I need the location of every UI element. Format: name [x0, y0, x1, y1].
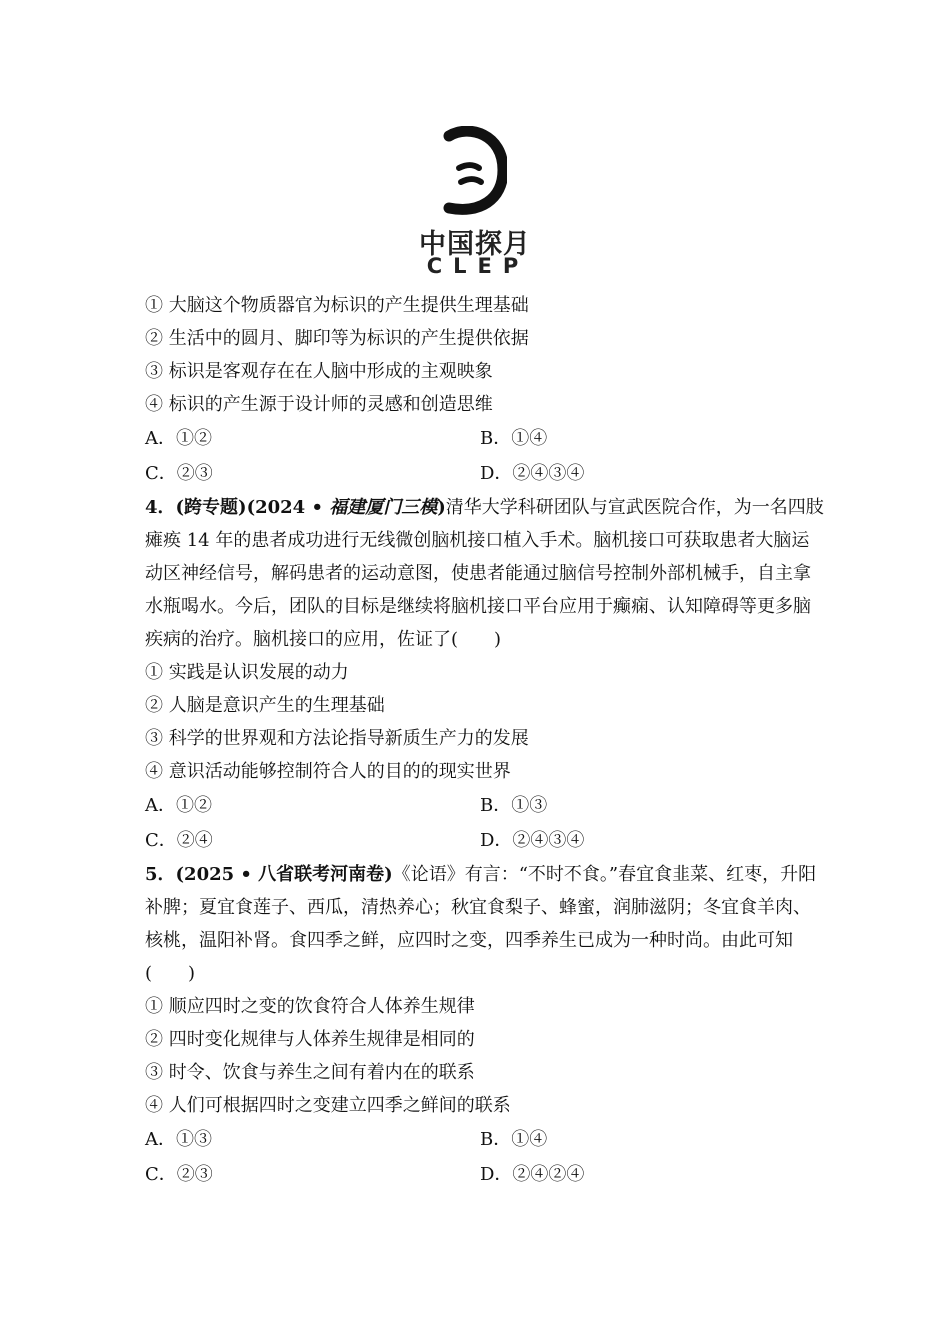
q3-statement-3: ③ 标识是客观存在在人脑中形成的主观映象	[145, 361, 493, 382]
q3-option-a: A．①②	[145, 428, 212, 449]
clep-logo	[405, 126, 545, 281]
q5-statement-1: ① 顺应四时之变的饮食符合人体养生规律	[145, 996, 475, 1017]
q5-options-row-2	[145, 1157, 825, 1192]
clep-moon-logo-icon	[443, 126, 507, 218]
q5-number: 5．	[145, 864, 176, 885]
q4-source-close: )	[437, 497, 446, 518]
q3-statement-1: ① 大脑这个物质器官为标识的产生提供生理基础	[145, 295, 529, 316]
q3-option-b: B．①④	[480, 428, 548, 449]
q5-option-d: D．②④②④	[480, 1164, 585, 1185]
q5-option-c: C．②③	[145, 1164, 213, 1185]
q3-statement-2: ② 生活中的圆月、脚印等为标识的产生提供依据	[145, 328, 529, 349]
q5-option-a: A．①③	[145, 1129, 212, 1150]
q3-statement-4: ④ 标识的产生源于设计师的灵感和创造思维	[145, 394, 493, 415]
q5-statement-2: ② 四时变化规律与人体养生规律是相同的	[145, 1029, 475, 1050]
q4-statement-2: ② 人脑是意识产生的生理基础	[145, 695, 385, 716]
q4-statement-1: ① 实践是认识发展的动力	[145, 662, 349, 683]
q5-stem-text: 《论语》有言：“不时不食。”春宜食韭菜、红枣，升阳补脾；夏宜食莲子、西瓜，清热养心；秋宜食梨子、蜂蜜，润肺滋阴；冬宜食羊肉、核桃，温阳补肾。食四季之鲜，应四时之变，四季养生已成为一种时尚。由此可知( )	[145, 864, 817, 984]
q4-option-c: C．②④	[145, 830, 213, 851]
q5-source: (2025 • 八省联考河南卷)	[175, 864, 393, 885]
q4-option-d: D．②④③④	[480, 830, 585, 851]
q4-statement-3: ③ 科学的世界观和方法论指导新质生产力的发展	[145, 728, 529, 749]
q4-options-row-2	[145, 823, 825, 858]
q3-options-row-1	[145, 421, 825, 456]
q4-source-name: 福建厦门三模	[329, 497, 438, 518]
q5-stem	[145, 858, 825, 990]
q4-option-b: B．①③	[480, 795, 548, 816]
q5-statement-3: ③ 时令、饮食与养生之间有着内在的联系	[145, 1062, 475, 1083]
logo-chinese-text: 中国探月	[419, 229, 531, 260]
q5-options-row-1	[145, 1122, 825, 1157]
q4-number: 4．	[145, 497, 176, 518]
q4-options-row-1	[145, 788, 825, 823]
q4-option-a: A．①②	[145, 795, 212, 816]
q4-stem	[145, 491, 825, 656]
q5-statement-4: ④ 人们可根据四时之变建立四季之鲜间的联系	[145, 1095, 511, 1116]
q4-statement-4: ④ 意识活动能够控制符合人的目的的现实世界	[145, 761, 511, 782]
q4-stem-text: 清华大学科研团队与宣武医院合作，为一名四肢瘫痪 14 年的患者成功进行无线微创脑机接口植入手术。脑机接口可获取患者大脑运动区神经信号，解码患者的运动意图，使患者能通过脑信号控制外部机械手，自主拿水瓶喝水。今后，团队的目标是继续将脑机接口平台应用于癫痫、认知障碍等更多脑疾病的治疗。脑机接口的应用，佐证了( )	[145, 497, 824, 650]
q4-tag: (跨专题)	[175, 497, 247, 518]
q3-option-c: C．②③	[145, 463, 213, 484]
q4-source-open: (2024 •	[246, 497, 330, 518]
question-content	[145, 289, 825, 1192]
q3-options-row-2	[145, 456, 825, 491]
logo-english-text: CLEP	[426, 254, 530, 278]
q5-option-b: B．①④	[480, 1129, 548, 1150]
q3-option-d: D．②④③④	[480, 463, 585, 484]
